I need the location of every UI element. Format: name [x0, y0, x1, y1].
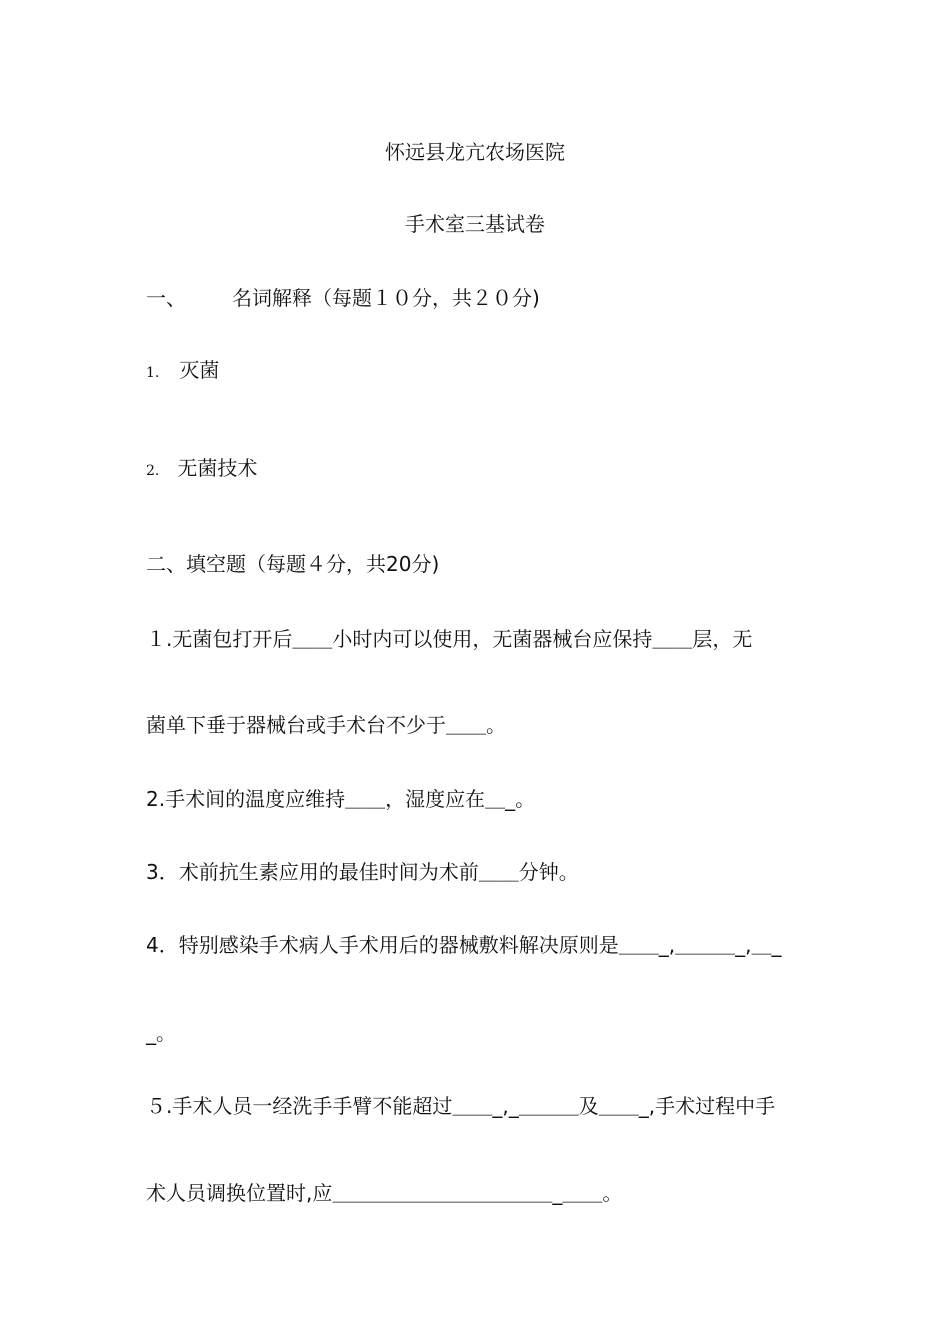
exam-title: 手术室三基试卷 [405, 212, 545, 236]
question-1-line-2: 菌单下垂于器械台或手术台不少于＿＿。 [146, 713, 506, 737]
institution-name: 怀远县龙亢农场医院 [385, 140, 565, 164]
question-4-line-1: 4．特别感染手术病人手术用后的器械敷料解决原则是＿＿_,＿＿＿_,＿_ [146, 933, 782, 957]
term-item-2-number: 2. [146, 463, 160, 479]
section2-heading: 二、填空题（每题４分，共20分) [146, 552, 440, 576]
term-item-1 [146, 357, 219, 386]
section1-heading-number: 一、 [146, 286, 186, 310]
question-2: 2.手术间的温度应维持＿＿，湿度应在＿_。 [146, 787, 536, 811]
section1-heading-text: 名词解释（每题１０分，共２０分) [232, 286, 540, 310]
question-3: 3．术前抗生素应用的最佳时间为术前＿＿分钟。 [146, 860, 579, 884]
question-5-line-2: 术人员调换位置时,应＿＿＿＿＿＿＿＿＿＿＿_＿＿。 [146, 1181, 623, 1205]
term-item-2-text: 无菌技术 [177, 456, 258, 480]
question-4-line-2: _。 [146, 1021, 176, 1045]
question-5-line-1: ５.手术人员一经洗手手臂不能超过＿＿_,_＿＿＿及＿＿_,手术过程中手 [146, 1094, 776, 1118]
term-item-1-text: 灭菌 [179, 358, 220, 382]
term-item-1-number: 1. [146, 365, 160, 381]
term-item-2 [146, 455, 257, 484]
question-1-line-1: １.无菌包打开后＿＿小时内可以使用，无菌器械台应保持＿＿层，无 [146, 627, 753, 651]
section1-heading [146, 285, 540, 311]
